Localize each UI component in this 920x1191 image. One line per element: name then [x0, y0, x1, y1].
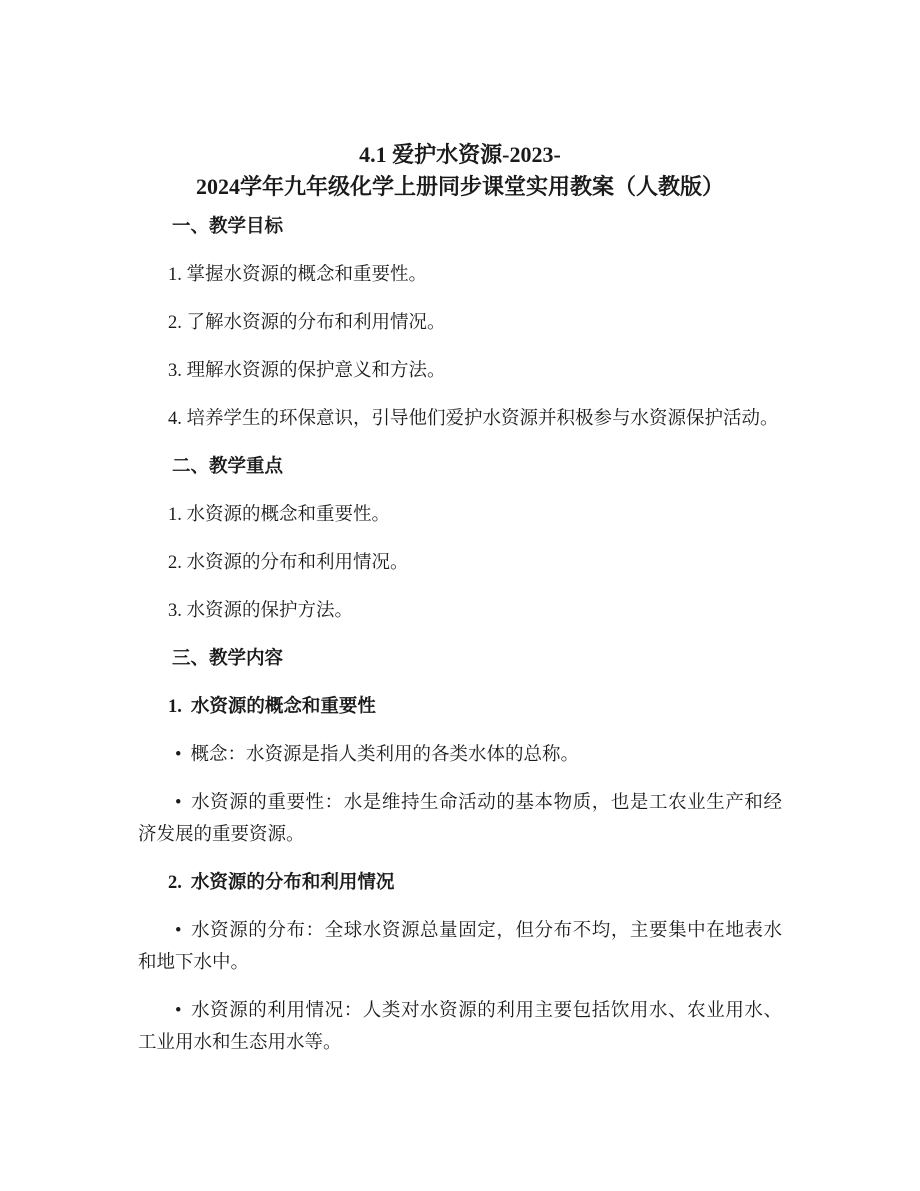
list-item: 1. 水资源的概念和重要性。: [168, 505, 391, 525]
bullet-text: 水资源的分布：全球水资源总量固定，但分布不均，主要集中在地表水和地下水中。: [138, 921, 782, 973]
section-heading: 三、教学内容: [172, 649, 284, 669]
sub-heading-number: 1.: [168, 697, 182, 717]
bullet-icon: •: [175, 793, 182, 813]
bullet-icon: •: [175, 1001, 182, 1021]
section-heading: 一、教学目标: [172, 217, 284, 237]
bullet-text: 概念：水资源是指人类利用的各类水体的总称。: [190, 745, 579, 765]
bullet-icon: •: [175, 745, 182, 765]
sub-heading-number: 2.: [168, 873, 182, 893]
list-item: 1. 掌握水资源的概念和重要性。: [168, 265, 428, 285]
document-title-line: 4.1 爱护水资源-2023-: [359, 142, 561, 167]
bullet-item: [138, 995, 782, 1059]
sub-heading: [138, 691, 782, 723]
list-item: 2. 水资源的分布和利用情况。: [168, 553, 409, 573]
sub-heading-text: 水资源的分布和利用情况: [190, 873, 395, 893]
bullet-text: 水资源的利用情况：人类对水资源的利用主要包括饮用水、农业用水、工业用水和生态用水等。: [138, 1001, 782, 1053]
section-heading: 二、教学重点: [172, 457, 284, 477]
list-item: 3. 理解水资源的保护意义和方法。: [168, 361, 446, 381]
sub-heading: [138, 867, 782, 899]
bullet-item: [138, 739, 782, 771]
bullet-icon: •: [175, 921, 182, 941]
bullet-text: 水资源的重要性：水是维持生命活动的基本物质，也是工农业生产和经济发展的重要资源。: [138, 793, 782, 845]
sub-heading-text: 水资源的概念和重要性: [190, 697, 376, 717]
list-item: 2. 了解水资源的分布和利用情况。: [168, 313, 446, 333]
list-item: 4. 培养学生的环保意识，引导他们爱护水资源并积极参与水资源保护活动。: [168, 409, 779, 429]
document-title-line: 2024学年九年级化学上册同步课堂实用教案（人教版）: [195, 174, 724, 199]
list-item: 3. 水资源的保护方法。: [168, 601, 354, 621]
bullet-item: [138, 787, 782, 851]
bullet-item: [138, 915, 782, 979]
document-title: [138, 139, 782, 203]
